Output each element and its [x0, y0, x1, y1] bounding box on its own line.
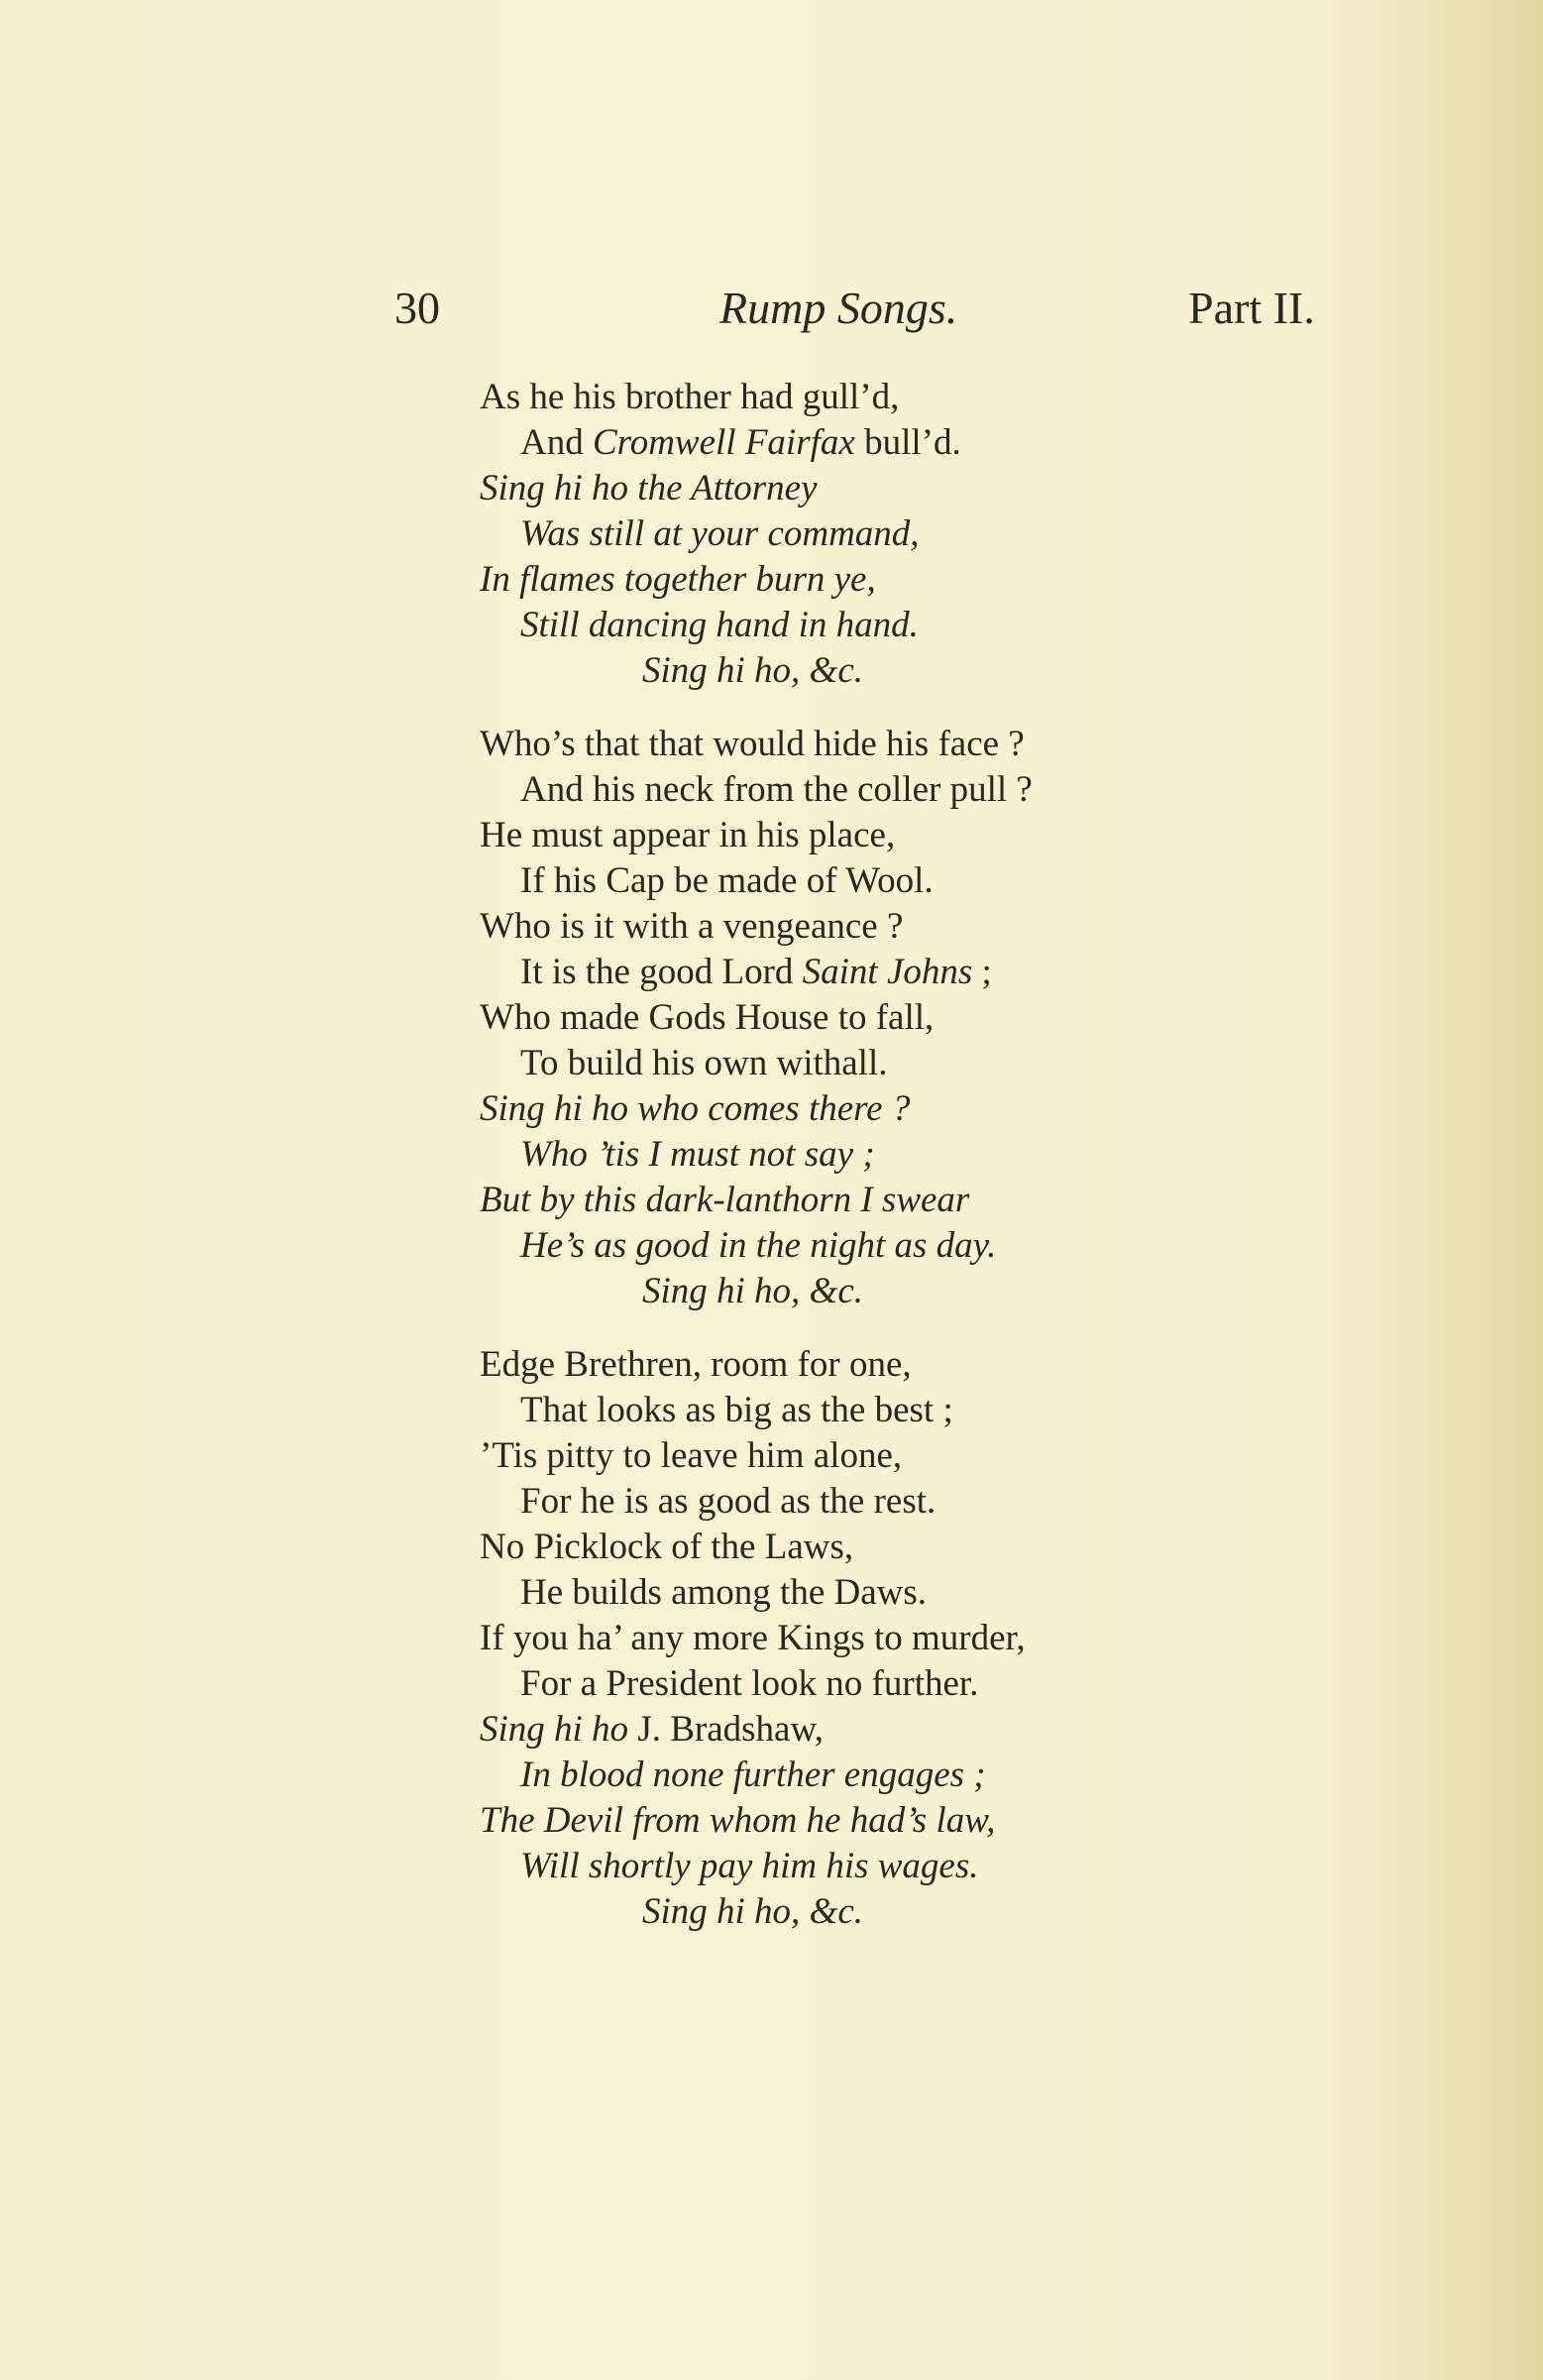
- italic-text: In flames together burn ye,: [480, 559, 876, 600]
- poem-line: [480, 466, 1471, 511]
- roman-text: It is the good Lord: [520, 952, 803, 992]
- stanza: [480, 1342, 1471, 1935]
- roman-text: Who is it with a vengeance ?: [480, 906, 904, 947]
- poem-line: [480, 1132, 1471, 1178]
- roman-text: He builds among the Daws.: [520, 1572, 928, 1613]
- poem-line: [480, 1433, 1471, 1479]
- poem-line: [480, 722, 1471, 767]
- roman-text: Edge Brethren, room for one,: [480, 1344, 912, 1385]
- poem-line: [480, 1388, 1471, 1433]
- roman-text: He must appear in his place,: [480, 815, 896, 855]
- poem-line: [480, 1844, 1471, 1889]
- poem-line: [480, 1661, 1471, 1707]
- poem-line: [480, 1479, 1471, 1525]
- poem-line: [480, 813, 1471, 858]
- poem-line: [480, 420, 1471, 466]
- roman-text: Who made Gods House to fall,: [480, 997, 935, 1038]
- italic-text: Still dancing hand in hand.: [520, 605, 919, 645]
- poem-line: [480, 1269, 1471, 1314]
- italic-text: Sing hi ho the Attorney: [480, 468, 818, 509]
- poem-line: [480, 511, 1471, 557]
- italic-text: Sing hi ho, &c.: [642, 1891, 864, 1932]
- italic-text: Sing hi ho who comes there ?: [480, 1088, 911, 1129]
- poem-line: [480, 904, 1471, 950]
- roman-text: If you ha’ any more Kings to murder,: [480, 1618, 1026, 1658]
- poem-body: [480, 375, 1471, 1963]
- italic-text: Will shortly pay him his wages.: [520, 1846, 979, 1886]
- roman-text: And: [520, 422, 593, 463]
- poem-line: [480, 603, 1471, 648]
- poem-line: [480, 1753, 1471, 1798]
- italic-text: Was still at your command,: [520, 513, 920, 554]
- stanza: [480, 722, 1471, 1314]
- page-number: 30: [394, 283, 440, 333]
- poem-line: [480, 995, 1471, 1041]
- poem-line: [480, 858, 1471, 904]
- roman-text: ’Tis pitty to leave him alone,: [480, 1435, 903, 1476]
- italic-text: He’s as good in the night as day.: [520, 1225, 997, 1266]
- italic-text: Sing hi ho: [480, 1709, 629, 1750]
- stanza: [480, 375, 1471, 694]
- poem-line: [480, 1086, 1471, 1132]
- roman-text: As he his brother had gull’d,: [480, 377, 900, 417]
- roman-text: And his neck from the coller pull ?: [520, 769, 1033, 810]
- roman-text: J. Bradshaw,: [628, 1709, 825, 1750]
- italic-text: Saint Johns: [802, 952, 973, 992]
- poem-line: [480, 1178, 1471, 1223]
- italic-text: The Devil from whom he had’s law,: [480, 1800, 996, 1841]
- roman-text: That looks as big as the best ;: [520, 1390, 953, 1430]
- roman-text: For he is as good as the rest.: [520, 1481, 937, 1522]
- poem-line: [480, 1616, 1471, 1661]
- poem-line: [480, 1889, 1471, 1935]
- poem-line: [480, 950, 1471, 995]
- roman-text: If his Cap be made of Wool.: [520, 860, 934, 901]
- poem-line: [480, 375, 1471, 420]
- running-title: Rump Songs.: [719, 283, 958, 333]
- italic-text: Cromwell Fairfax: [592, 422, 855, 463]
- poem-line: [480, 1525, 1471, 1570]
- roman-text: No Picklock of the Laws,: [480, 1527, 854, 1567]
- poem-line: [480, 557, 1471, 603]
- italic-text: Sing hi ho, &c.: [642, 650, 864, 691]
- page-header: [0, 282, 1543, 341]
- roman-text: To build his own withall.: [520, 1043, 888, 1083]
- poem-line: [480, 1798, 1471, 1844]
- italic-text: Who ’tis I must not say ;: [520, 1134, 875, 1175]
- poem-line: [480, 1570, 1471, 1616]
- poem-line: [480, 1041, 1471, 1086]
- italic-text: In blood none further engages ;: [520, 1755, 986, 1795]
- poem-line: [480, 1342, 1471, 1388]
- poem-line: [480, 648, 1471, 694]
- poem-line: [480, 767, 1471, 813]
- roman-text: ;: [972, 952, 992, 992]
- roman-text: bull’d.: [854, 422, 961, 463]
- poem-line: [480, 1223, 1471, 1269]
- roman-text: Who’s that that would hide his face ?: [480, 724, 1025, 764]
- part-label: Part II.: [1188, 283, 1315, 333]
- italic-text: Sing hi ho, &c.: [642, 1271, 864, 1311]
- poem-line: [480, 1707, 1471, 1753]
- italic-text: But by this dark-lanthorn I swear: [480, 1180, 970, 1220]
- roman-text: For a President look no further.: [520, 1663, 979, 1704]
